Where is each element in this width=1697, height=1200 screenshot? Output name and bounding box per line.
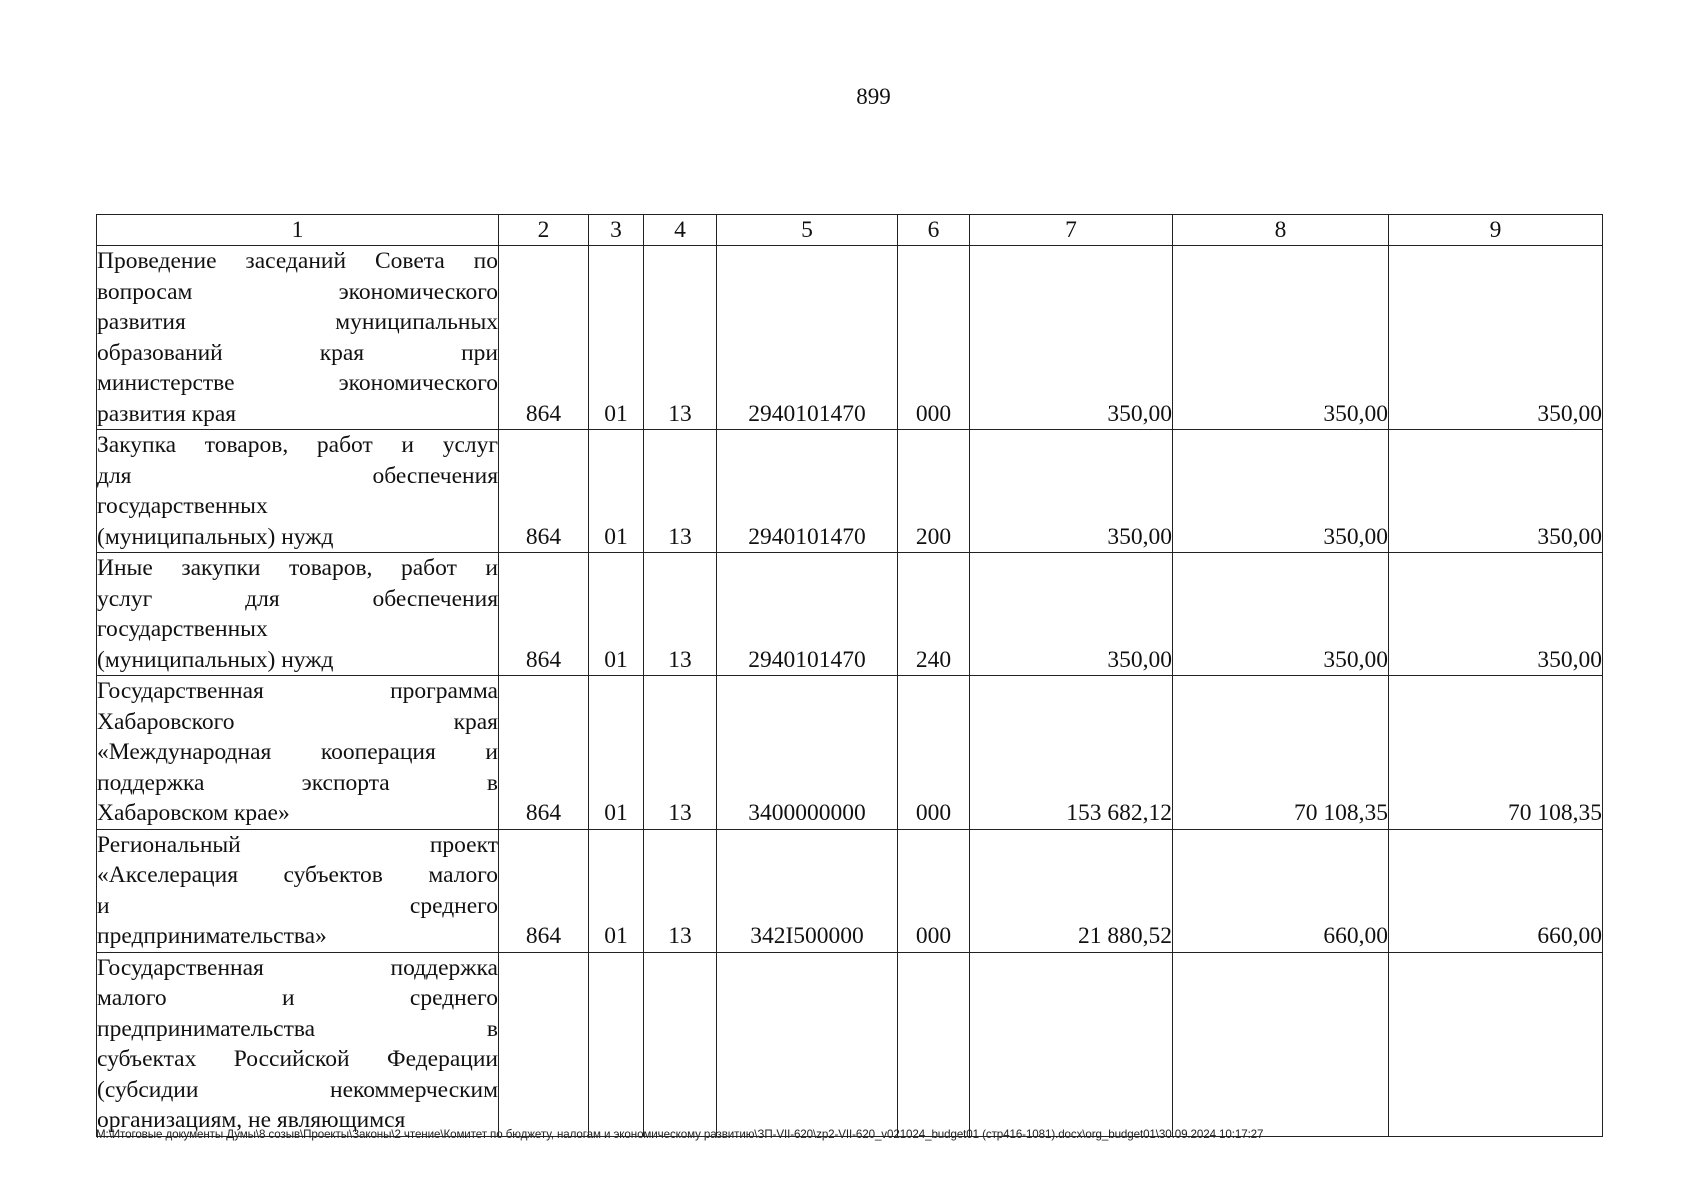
subsection-cell: 13 (644, 246, 717, 430)
amount-2025-cell: 350,00 (970, 430, 1173, 553)
description-line: предпринимательства» (97, 923, 327, 949)
description-line: (муниципальных) нужд (97, 646, 334, 673)
header-cell: 8 (1173, 215, 1389, 246)
target-article-cell (717, 952, 898, 1136)
section-cell: 01 (589, 430, 644, 553)
subsection-cell: 13 (644, 430, 717, 553)
amount-2027-cell (1389, 952, 1603, 1136)
target-article-cell: 2940101470 (717, 553, 898, 676)
admin-code-cell: 864 (499, 430, 589, 553)
header-cell: 2 (499, 215, 589, 246)
expense-type-cell: 000 (898, 246, 970, 430)
description-line: министерстве экономического (97, 370, 498, 396)
header-cell: 1 (97, 215, 499, 246)
section-cell: 01 (589, 676, 644, 830)
header-row (97, 215, 1603, 246)
description-line: для обеспечения (97, 462, 498, 489)
description-line: поддержка экспорта в (97, 769, 498, 796)
section-cell (589, 952, 644, 1136)
header-cell: 5 (717, 215, 898, 246)
subsection-cell (644, 952, 717, 1136)
description-line: услуг для обеспечения (97, 585, 498, 612)
target-article-cell: 3400000000 (717, 676, 898, 830)
description-line: Государственная программа (97, 678, 498, 704)
section-cell: 01 (589, 553, 644, 676)
description-line: «Акселерация субъектов малого (97, 862, 498, 888)
description-line: развития края (97, 400, 237, 427)
description-line: Региональный проект (97, 831, 498, 858)
admin-code-cell: 864 (499, 553, 589, 676)
amount-2025-cell: 350,00 (970, 553, 1173, 676)
description-line: субъектах Российской Федерации (97, 1046, 498, 1072)
amount-2027-cell: 70 108,35 (1389, 676, 1603, 830)
table-row (97, 829, 1603, 952)
description-line: Хабаровского края (97, 708, 498, 735)
amount-2025-cell: 153 682,12 (970, 676, 1173, 830)
expense-type-cell: 000 (898, 829, 970, 952)
table-row (97, 952, 1603, 1136)
amount-2026-cell: 660,00 (1173, 829, 1389, 952)
header-cell: 3 (589, 215, 644, 246)
amount-2027-cell: 350,00 (1389, 430, 1603, 553)
description-line: государственных (97, 493, 268, 519)
description-line: Иные закупки товаров, работ и (97, 555, 498, 581)
amount-2026-cell: 350,00 (1173, 246, 1389, 430)
file-path-footer: M:\Итоговые документы Думы\8 созыв\Проекты\Законы\2 чтение\Комитет по бюджету, налогам и экономическому развитию\ЗП-VII-620\zp2-VII-620_v021024_budget01 (стр416-1081).docx\org_budget01\30.09.2024 10:17:27 (96, 1128, 1264, 1141)
target-article-cell: 2940101470 (717, 246, 898, 430)
description-line: государственных (97, 616, 268, 642)
description-line: организациям, не являющимся (97, 1107, 406, 1133)
amount-2026-cell: 350,00 (1173, 430, 1389, 553)
description-cell (97, 952, 499, 1136)
amount-2027-cell: 350,00 (1389, 246, 1603, 430)
amount-2025-cell: 350,00 (970, 246, 1173, 430)
subsection-cell: 13 (644, 553, 717, 676)
description-cell (97, 676, 499, 830)
table-row (97, 676, 1603, 830)
subsection-cell: 13 (644, 829, 717, 952)
table-row (97, 430, 1603, 553)
description-line: малого и среднего (97, 985, 498, 1011)
description-line: и среднего (97, 892, 498, 919)
section-cell: 01 (589, 829, 644, 952)
description-line: предпринимательства в (97, 1015, 498, 1042)
amount-2025-cell: 21 880,52 (970, 829, 1173, 952)
expense-type-cell: 200 (898, 430, 970, 553)
description-cell (97, 553, 499, 676)
description-line: Государственная поддержка (97, 954, 498, 981)
description-line: Проведение заседаний Совета по (97, 248, 498, 274)
admin-code-cell: 864 (499, 676, 589, 830)
description-line: (муниципальных) нужд (97, 523, 334, 550)
description-line: образований края при (97, 339, 498, 366)
amount-2026-cell: 350,00 (1173, 553, 1389, 676)
table-row (97, 246, 1603, 430)
amount-2027-cell: 350,00 (1389, 553, 1603, 676)
header-cell: 4 (644, 215, 717, 246)
page-number: 899 (856, 84, 891, 109)
description-line: Хабаровском крае» (97, 800, 290, 826)
admin-code-cell: 864 (499, 829, 589, 952)
description-cell (97, 430, 499, 553)
amount-2026-cell (1173, 952, 1389, 1136)
header-cell: 6 (898, 215, 970, 246)
description-line: развития муниципальных (97, 309, 498, 335)
table-row (97, 553, 1603, 676)
target-article-cell: 342I500000 (717, 829, 898, 952)
target-article-cell: 2940101470 (717, 430, 898, 553)
description-cell (97, 829, 499, 952)
section-cell: 01 (589, 246, 644, 430)
header-cell: 7 (970, 215, 1173, 246)
admin-code-cell (499, 952, 589, 1136)
description-line: вопросам экономического (97, 278, 498, 305)
amount-2027-cell: 660,00 (1389, 829, 1603, 952)
admin-code-cell: 864 (499, 246, 589, 430)
amount-2026-cell: 70 108,35 (1173, 676, 1389, 830)
amount-2025-cell (970, 952, 1173, 1136)
description-line: «Международная кооперация и (97, 739, 498, 765)
table-body (97, 246, 1603, 1137)
subsection-cell: 13 (644, 676, 717, 830)
expense-type-cell (898, 952, 970, 1136)
description-line: Закупка товаров, работ и услуг (97, 432, 498, 458)
description-line: (субсидии некоммерческим (97, 1076, 498, 1103)
description-cell (97, 246, 499, 430)
header-cell: 9 (1389, 215, 1603, 246)
budget-table (96, 214, 1603, 1137)
expense-type-cell: 000 (898, 676, 970, 830)
expense-type-cell: 240 (898, 553, 970, 676)
